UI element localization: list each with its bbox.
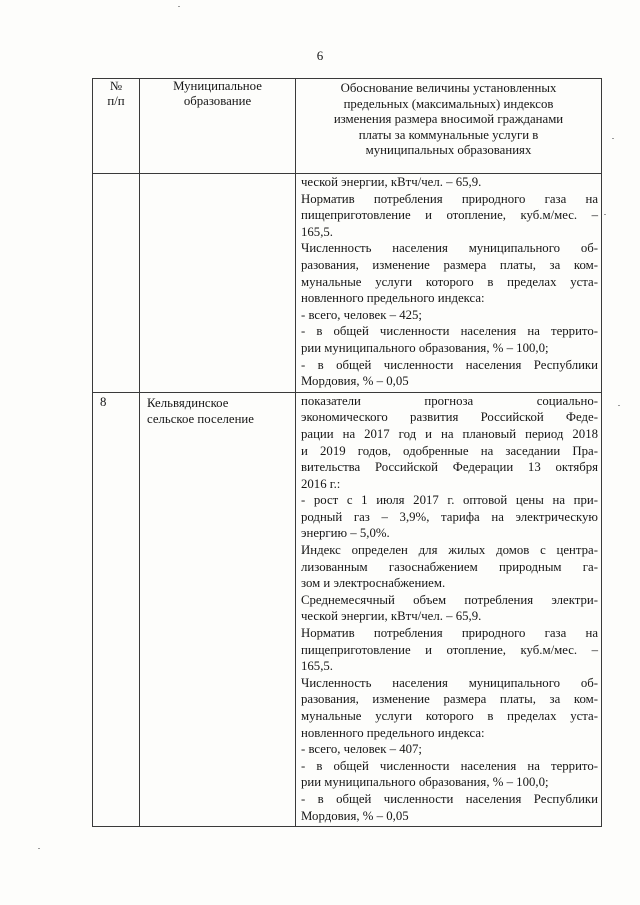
- municipality-name-line: сельское поселение: [147, 411, 254, 426]
- header-num: [93, 79, 140, 174]
- page-number: 6: [316, 48, 324, 63]
- justification-line: - в общей численности населения Республики: [301, 791, 598, 806]
- row-number: [93, 174, 140, 393]
- header-justification-line: муниципальных образованиях: [365, 143, 532, 157]
- justification-line: рации на 2017 год и на плановый период 2018: [301, 426, 598, 441]
- header-municipality-line: Муниципальное: [173, 79, 262, 93]
- header-municipality: [140, 79, 296, 174]
- municipality-name: [140, 174, 296, 393]
- justification-line: пищеприготовление и отопление, куб.м/мес. –: [301, 208, 598, 223]
- justification-line: - всего, человек – 425;: [301, 307, 422, 322]
- justification-line: родный газ – 3,9%, тарифа на электрическую: [301, 509, 598, 524]
- justification-line: лизованным газоснабжением природным га-: [301, 559, 598, 574]
- justification-line: Численность населения муниципального об-: [301, 675, 598, 690]
- header-justification-line: платы за коммунальные услуги в: [358, 127, 539, 142]
- scan-speck: [38, 848, 40, 849]
- table-row: [93, 174, 602, 393]
- justification-line: ческой энергии, кВтч/чел. – 65,9.: [301, 175, 482, 189]
- justification-line: 2016 г.:: [301, 476, 341, 491]
- justification-line: рии муниципального образования, % – 100,0;: [301, 775, 549, 790]
- justification-line: - рост с 1 июля 2017 г. оптовой цены на при-: [301, 493, 598, 508]
- justification-line: - в общей численности населения Республики: [301, 357, 598, 372]
- header-justification-line: изменения размера вносимой гражданами: [333, 112, 564, 126]
- justification-line: Среднемесячный объем потребления электри-: [301, 592, 598, 607]
- justification-line: Численность населения муниципального об-: [301, 241, 598, 256]
- justification-line: Норматив потребления природного газа на: [301, 191, 598, 206]
- justification-line: разования, изменение размера платы, за ком-: [301, 257, 598, 272]
- justification-line: Индекс определен для жилых домов с центра-: [301, 543, 598, 558]
- header-justification-line: Обоснование величины установленных: [340, 81, 557, 95]
- justification-line: пищеприготовление и отопление, куб.м/мес. –: [301, 642, 598, 657]
- justification-line: мунальные услуги которого в пределах уста-: [301, 274, 598, 289]
- justification-line: экономического развития Российской Феде-: [301, 410, 598, 425]
- justification-line: и 2019 годов, одобренные на заседании Пра-: [301, 443, 598, 458]
- justification-line: Мордовия, % – 0,05: [301, 374, 409, 389]
- justification-line: энергию – 5,0%.: [301, 526, 390, 541]
- justification-line: Мордовия, % – 0,05: [301, 808, 409, 823]
- justification-line: - всего, человек – 407;: [301, 742, 422, 757]
- justification-line: показатели прогноза социально-: [301, 393, 598, 408]
- municipality-name: [140, 392, 296, 826]
- justification-line: разования, изменение размера платы, за ком-: [301, 692, 598, 707]
- scan-speck: [178, 6, 180, 7]
- justification-line: - в общей численности населения на террито-: [301, 324, 598, 339]
- justification-line: новленного предельного индекса:: [301, 291, 485, 306]
- header-justification: [296, 79, 602, 174]
- justification-text: [296, 174, 602, 393]
- header-num-line: №: [109, 79, 123, 93]
- justification-line: - в общей численности населения на террито-: [301, 758, 598, 773]
- municipality-name-line: Кельвядинское: [147, 395, 229, 410]
- justification-line: 165,5.: [301, 224, 333, 239]
- table-row: [93, 392, 602, 826]
- scan-speck: [612, 138, 614, 139]
- justification-line: 165,5.: [301, 659, 333, 674]
- table-header-row: [93, 79, 602, 174]
- header-justification-line: предельных (максимальных) индексов: [343, 96, 554, 111]
- indices-table: [92, 78, 602, 827]
- justification-line: рии муниципального образования, % – 100,0;: [301, 340, 549, 355]
- justification-line: Норматив потребления природного газа на: [301, 626, 598, 641]
- justification-text: [296, 392, 602, 826]
- header-municipality-line: образование: [183, 94, 252, 108]
- justification-line: зом и электроснабжением.: [301, 576, 446, 591]
- scan-speck: [618, 405, 620, 406]
- justification-line: вительства Российской Федерации 13 октября: [301, 460, 598, 475]
- justification-line: новленного предельного индекса:: [301, 725, 485, 740]
- header-num-line: п/п: [107, 94, 125, 108]
- justification-line: ческой энергии, кВтч/чел. – 65,9.: [301, 609, 482, 624]
- scan-speck: [604, 214, 606, 215]
- justification-line: мунальные услуги которого в пределах уста-: [301, 709, 598, 723]
- row-number: 8: [93, 392, 140, 826]
